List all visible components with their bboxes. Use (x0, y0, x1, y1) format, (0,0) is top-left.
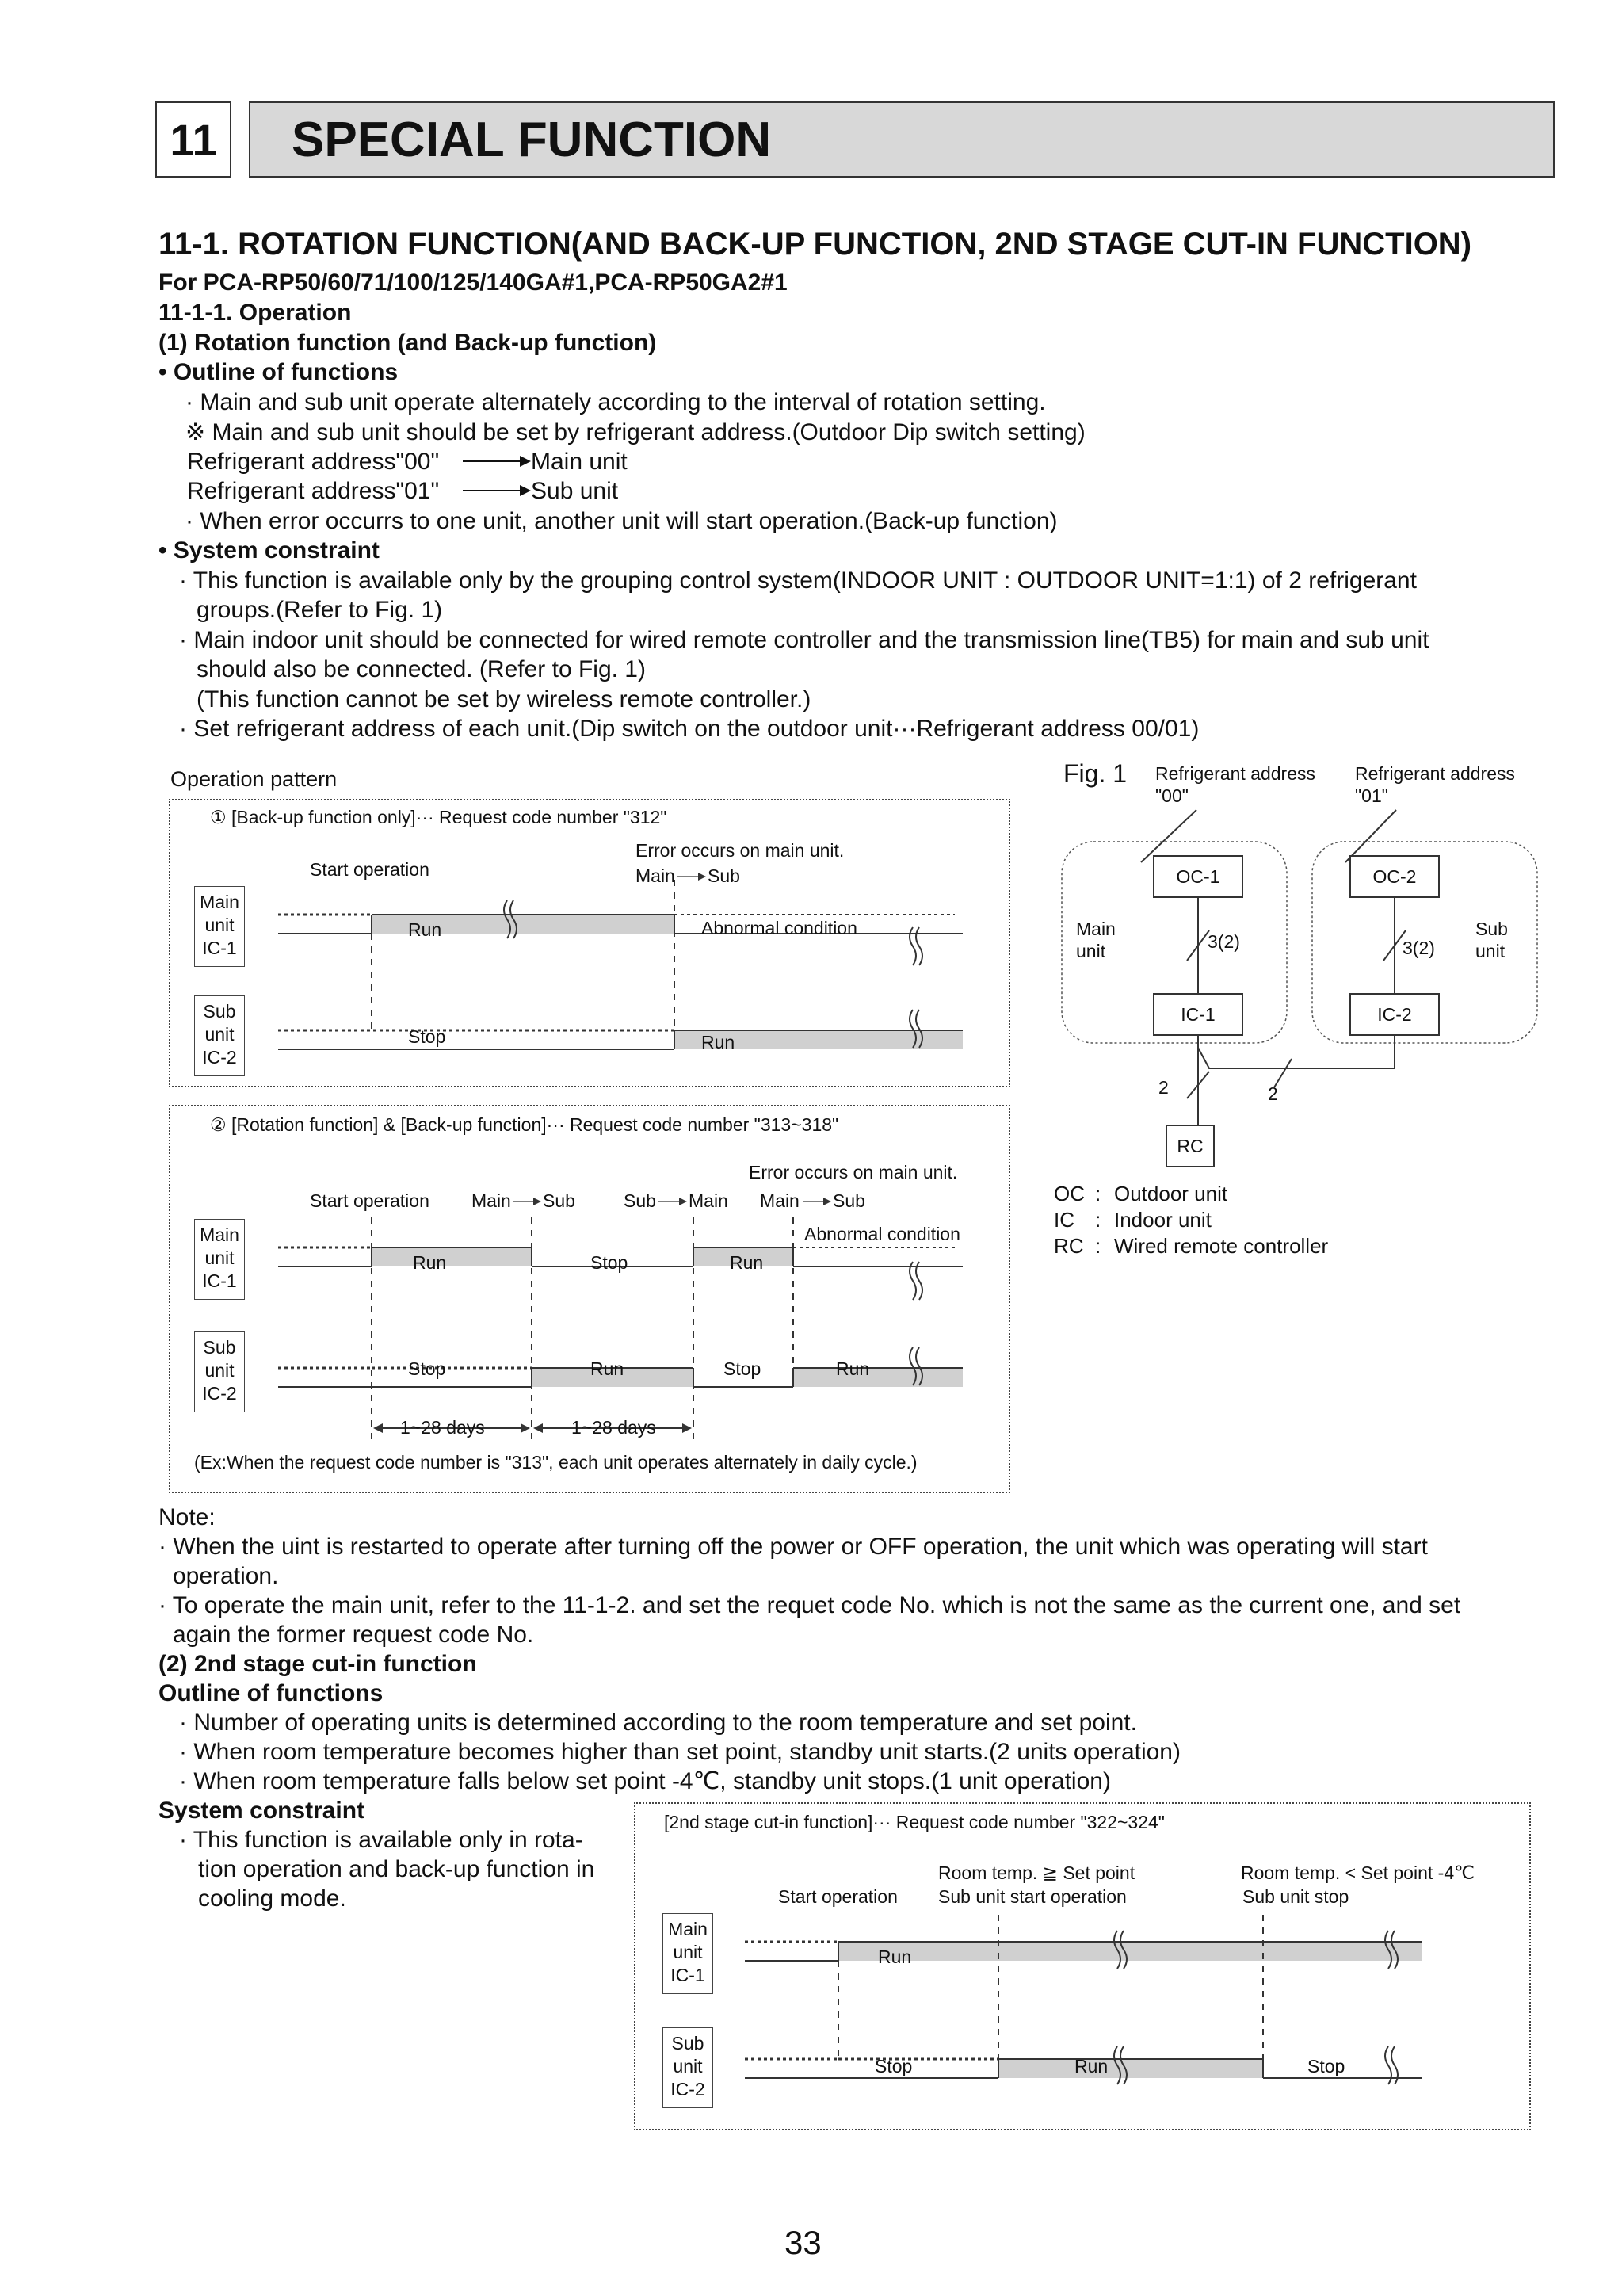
tag-line: unit (1475, 941, 1506, 961)
sub-unit-tag (1475, 918, 1508, 962)
start-operation-label: Start operation (310, 859, 429, 880)
run-bar (998, 2059, 1263, 2078)
cutin-constraint-item: · This function is available only in rota- (179, 1827, 583, 1853)
ic1-label: IC-1 (1181, 1004, 1216, 1025)
start-operation-label: Start operation (310, 1190, 429, 1211)
legend-colon: : (1095, 1234, 1101, 1258)
run-label: Run (730, 1252, 764, 1273)
cutin-constraint-cont: cooling mode. (198, 1885, 346, 1912)
system-figure (1030, 753, 1569, 1268)
cutin-timing-chart (635, 1804, 1531, 2130)
condition-label: Room temp. ≧ Set point (938, 1862, 1135, 1883)
outline-item: · Main and sub unit operate alternately according to the interval of rotation setting. (185, 389, 1046, 415)
run-label: Run (1074, 2056, 1109, 2076)
cutin-outline-item: · Number of operating units is determined according to the room temperature and set point. (179, 1710, 1137, 1736)
unit-label-line: unit (204, 1247, 235, 1268)
address-01: Refrigerant address"01" (187, 478, 440, 504)
wire-count: 2 (1158, 1077, 1169, 1098)
unit-label-line: unit (204, 1024, 235, 1045)
transition-from: Main (635, 865, 675, 886)
legend-key: IC (1054, 1208, 1074, 1232)
constraint-item: · Set refrigerant address of each unit.(Dip switch on the outdoor unit···Refrigerant address 00/01) (179, 716, 1200, 742)
oc2-label: OC-2 (1372, 866, 1417, 887)
constraint-item-cont: groups.(Refer to Fig. 1) (197, 597, 443, 623)
stop-label: Stop (1307, 2056, 1345, 2076)
unit-label-line: unit (204, 1360, 235, 1381)
unit-label-line: Main (200, 1224, 239, 1245)
transition-to: Sub (543, 1190, 575, 1211)
system-constraint-heading: • System constraint (158, 537, 380, 563)
run-bar (793, 1368, 963, 1387)
condition-label: Room temp. < Set point -4℃ (1241, 1862, 1475, 1883)
rc-label: RC (1177, 1136, 1204, 1156)
example-note: (Ex:When the request code number is "313", each unit operates alternately in daily cycle.) (194, 1452, 918, 1473)
legend-key: RC (1054, 1234, 1084, 1258)
note-item: · When the uint is restarted to operate after turning off the power or OFF operation, the unit which was operating will start (158, 1534, 1428, 1560)
backup-timing-chart (170, 800, 1010, 1087)
stop-label: Stop (590, 1252, 628, 1273)
days-label: 1~28 days (571, 1417, 656, 1438)
transition-to: Sub (708, 865, 740, 886)
address-line: "00" (1155, 785, 1189, 806)
transition-to: Main (689, 1190, 728, 1211)
run-bar (372, 1247, 532, 1266)
unit-label-line: unit (204, 915, 235, 935)
abnormal-label: Abnormal condition (804, 1224, 960, 1244)
unit-label-line: IC-1 (670, 1965, 705, 1985)
cutin-diagram (634, 1802, 1531, 2130)
section-title-bar (249, 101, 1555, 178)
cutin-outline-item: · When room temperature becomes higher than set point, standby unit starts.(2 units operation) (179, 1739, 1181, 1765)
address-line: Refrigerant address (1355, 763, 1515, 784)
transition-from: Main (760, 1190, 800, 1211)
cutin-heading: (2) 2nd stage cut-in function (158, 1651, 477, 1677)
cutin-outline-item: · When room temperature falls below set point -4℃, standby unit stops.(1 unit operation) (179, 1768, 1111, 1794)
oc1-label: OC-1 (1176, 866, 1220, 887)
wire-count: 3(2) (1208, 931, 1240, 952)
legend-value: Outdoor unit (1114, 1182, 1228, 1205)
operation-pattern-title: Operation pattern (170, 767, 338, 791)
figure-label: Fig. 1 (1063, 759, 1128, 788)
unit-label-line: unit (673, 1942, 703, 1962)
outline-note: ※ Main and sub unit should be set by refrigerant address.(Outdoor Dip switch setting) (185, 419, 1086, 445)
tag-line: Sub (1475, 919, 1508, 939)
unit-label-line: IC-2 (670, 2079, 705, 2099)
stop-label: Stop (723, 1358, 761, 1379)
models-line: For PCA-RP50/60/71/100/125/140GA#1,PCA-RP50GA2#1 (158, 269, 788, 296)
legend-value: Wired remote controller (1114, 1234, 1329, 1258)
diagram-caption: [2nd stage cut-in function]··· Request code number "322~324" (664, 1812, 1165, 1832)
constraint-item-cont: (This function cannot be set by wireless remote controller.) (197, 686, 811, 712)
note-item-cont: again the former request code No. (173, 1622, 534, 1648)
constraint-item: · This function is available only by the grouping control system(INDOOR UNIT : OUTDOOR UNIT=1:1) of 2 refrigerant (179, 567, 1417, 594)
tag-line: unit (1076, 941, 1106, 961)
start-operation-label: Start operation (778, 1886, 898, 1907)
rotation-diagram (169, 1105, 1010, 1493)
run-label: Run (878, 1946, 912, 1967)
run-label: Run (413, 1252, 447, 1273)
stop-label: Stop (875, 2056, 913, 2076)
subsection-title: 11-1. ROTATION FUNCTION(AND BACK-UP FUNCTION, 2ND STAGE CUT-IN FUNCTION) (158, 227, 1472, 262)
error-label: Error occurs on main unit. (749, 1162, 958, 1182)
run-label: Run (590, 1358, 624, 1379)
note-heading: Note: (158, 1504, 216, 1530)
unit-label-line: IC-2 (202, 1047, 237, 1068)
address-line: "01" (1355, 785, 1388, 806)
unit-label-line: Main (668, 1919, 708, 1939)
run-label: Run (701, 1032, 735, 1052)
unit-label-line: IC-2 (202, 1383, 237, 1404)
note-item-cont: operation. (173, 1563, 279, 1589)
main-unit-tag (1076, 918, 1116, 962)
run-label: Run (836, 1358, 870, 1379)
address-line: Refrigerant address (1155, 763, 1315, 784)
cutin-constraint-cont: tion operation and back-up function in (198, 1856, 595, 1882)
unit-label-line: IC-1 (202, 1270, 237, 1291)
unit-label-line: Main (200, 892, 239, 912)
cutin-constraint-heading: System constraint (158, 1797, 365, 1824)
tag-line: Main (1076, 919, 1116, 939)
address-01-value: Sub unit (531, 478, 619, 504)
legend-colon: : (1095, 1182, 1101, 1205)
address-00: Refrigerant address"00" (187, 449, 440, 475)
wire-count: 3(2) (1403, 938, 1435, 958)
stop-label: Stop (408, 1026, 446, 1047)
address-00-value: Main unit (531, 449, 628, 475)
abnormal-label: Abnormal condition (701, 918, 857, 938)
backup-diagram (169, 799, 1010, 1087)
page-number: 33 (784, 2224, 822, 2261)
error-label: Error occurs on main unit. (635, 840, 845, 861)
transition-to: Sub (833, 1190, 865, 1211)
transition-from: Sub (624, 1190, 656, 1211)
outline-heading: • Outline of functions (158, 359, 399, 385)
unit-label-line: Sub (671, 2033, 704, 2053)
unit-label-line: Sub (203, 1337, 236, 1358)
legend-value: Indoor unit (1114, 1208, 1212, 1232)
days-label: 1~28 days (400, 1417, 485, 1438)
rotation-heading: (1) Rotation function (and Back-up function) (158, 330, 657, 356)
transition-from: Main (471, 1190, 511, 1211)
wire-count: 2 (1268, 1083, 1278, 1104)
constraint-item: · Main indoor unit should be connected for wired remote controller and the transmission line(TB5) for main and sub unit (179, 627, 1429, 653)
outline-item: · When error occurrs to one unit, another unit will start operation.(Back-up function) (185, 508, 1058, 534)
system-wiring-diagram (1030, 753, 1569, 1268)
note-item: · To operate the main unit, refer to the 11-1-2. and set the requet code No. which is not the same as the current one, and set (158, 1592, 1461, 1618)
condition-label: Sub unit stop (1242, 1886, 1349, 1907)
arrow-icon (463, 452, 532, 471)
constraint-item-cont: should also be connected. (Refer to Fig. 1) (197, 656, 646, 682)
legend-colon: : (1095, 1208, 1101, 1232)
diagram-caption: ② [Rotation function] & [Back-up function]··· Request code number "313~318" (210, 1114, 839, 1135)
diagram-caption: ① [Back-up function only]··· Request code number "312" (210, 807, 667, 827)
ic2-label: IC-2 (1377, 1004, 1412, 1025)
unit-label-line: IC-1 (202, 938, 237, 958)
unit-label-line: unit (673, 2056, 703, 2076)
section-number: 11 (155, 101, 231, 178)
arrow-icon (463, 481, 532, 500)
condition-label: Sub unit start operation (938, 1886, 1127, 1907)
unit-label-line: Sub (203, 1001, 236, 1022)
operation-heading: 11-1-1. Operation (158, 300, 352, 326)
run-label: Run (408, 919, 442, 940)
stop-label: Stop (408, 1358, 446, 1379)
run-bar (838, 1942, 1422, 1961)
legend-key: OC (1054, 1182, 1085, 1205)
section-title: SPECIAL FUNCTION (292, 112, 772, 167)
cutin-outline-heading: Outline of functions (158, 1680, 384, 1706)
